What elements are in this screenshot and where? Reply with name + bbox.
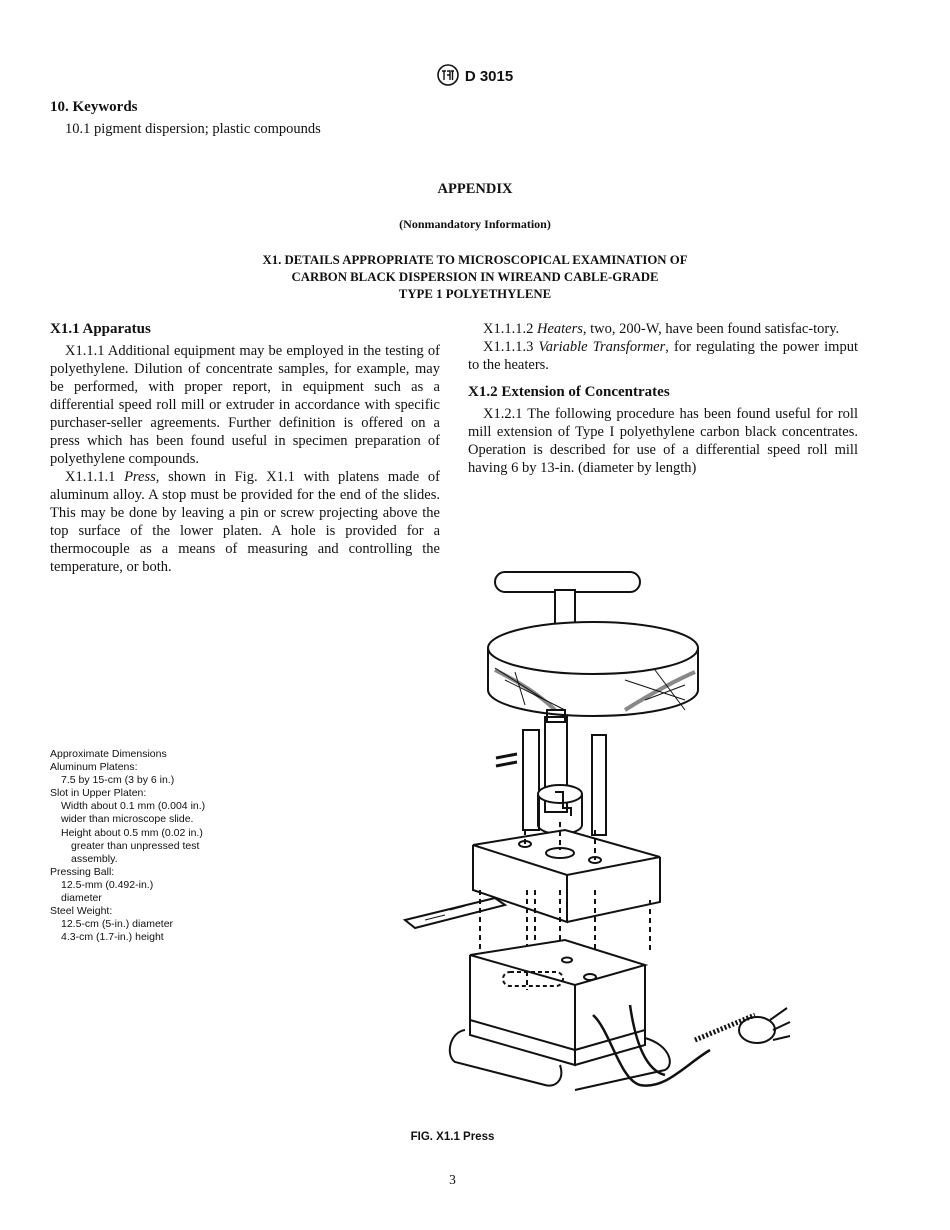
dimensions-legend	[50, 748, 205, 944]
keywords-heading: 10. Keywords	[50, 99, 138, 115]
paragraph-x1-1-1-2	[468, 320, 858, 338]
paragraph-text: , for regulating the power imput to the heaters.	[468, 339, 858, 373]
right-column	[468, 320, 858, 477]
dimension-value: diameter	[61, 892, 102, 905]
dimension-value: Height about 0.5 mm (0.02 in.)	[61, 826, 203, 839]
dimension-label: Slot in Upper Platen:	[50, 787, 147, 800]
dimension-value: 12.5-cm (5-in.) diameter	[61, 918, 174, 931]
term-heaters: Heaters	[536, 321, 583, 337]
page-number: 3	[449, 1172, 456, 1187]
appendix-title: APPENDIX	[437, 181, 513, 197]
section-title-line: X1. DETAILS APPROPRIATE TO MICROSCOPICAL EXAMINATION OF	[262, 253, 688, 267]
term-variable-transformer: Variable Transformer	[538, 339, 666, 355]
dimension-label: Pressing Ball:	[50, 865, 115, 878]
paragraph-x1-1-1-3	[468, 338, 858, 374]
astm-logo-icon	[437, 64, 459, 90]
section-title-line: CARBON BLACK DISPERSION IN WIREAND CABLE-GRADE	[291, 270, 659, 284]
section-heading-x1-1: X1.1 Apparatus	[50, 321, 151, 337]
page-header	[0, 64, 950, 90]
press-illustration-icon	[395, 560, 815, 1120]
dimension-label: Aluminum Platens:	[50, 761, 138, 774]
dimension-value: 7.5 by 15-cm (3 by 6 in.)	[61, 774, 175, 787]
section-heading-x1-2: X1.2 Extension of Concentrates	[468, 384, 670, 400]
paragraph-number: X1.1.1.1	[65, 469, 116, 485]
dimension-value: greater than unpressed test	[71, 839, 200, 852]
paragraph-x1-2-1: X1.2.1 The following procedure has been found useful for roll mill extension of Type I polyethylene carbon black concentrates. Operation is described for use of a differential speed roll mill having 6 by 13-in. (diameter by length)	[468, 406, 858, 476]
paragraph-number: X1.1.1.2	[483, 321, 534, 337]
dimension-label: Steel Weight:	[50, 905, 113, 918]
dimension-value: assembly.	[71, 852, 118, 865]
dimensions-title: Approximate Dimensions	[50, 748, 167, 760]
paragraph-x1-1-1: X1.1.1 Additional equipment may be employed in the testing of polyethylene. Dilution of concentrate samples, for example, may be performed, with proper report, in equipment such as a differential speed roll mill or extruder in accordance with specific purchaser-seller agreements. Further definition is offered on a press which has been found useful in specimen preparation of polyethylene compounds.	[50, 343, 440, 467]
dimension-value: 4.3-cm (1.7-in.) height	[61, 931, 164, 944]
section-title-line: TYPE 1 POLYETHYLENE	[398, 287, 552, 301]
appendix-subtitle: (Nonmandatory Information)	[399, 217, 551, 231]
figure-caption: FIG. X1.1 Press	[410, 1131, 495, 1143]
paragraph-text: , two, 200-W, have been found satisfac-tory.	[582, 321, 840, 337]
document-id: D 3015	[464, 67, 514, 85]
keywords-text: 10.1 pigment dispersion; plastic compounds	[65, 121, 321, 137]
paragraph-text: , shown in Fig. X1.1 with platens made of aluminum alloy. A stop must be provided for the end of the slides. This may be done by leaving a pin or screw projecting above the top surface of the lower platen. A hole is provided for a thermocouple as a means of measuring and controlling the temperature, or both.	[50, 469, 440, 575]
left-column	[50, 320, 440, 576]
paragraph-x1-1-1-1	[50, 468, 440, 576]
appendix-section-title	[150, 252, 800, 303]
dimension-value: Width about 0.1 mm (0.004 in.)	[61, 800, 206, 813]
term-press: Press	[124, 469, 156, 485]
dimension-value: wider than microscope slide.	[61, 813, 194, 826]
dimension-value: 12.5-mm (0.492-in.)	[61, 878, 154, 891]
paragraph-number: X1.1.1.3	[483, 339, 534, 355]
